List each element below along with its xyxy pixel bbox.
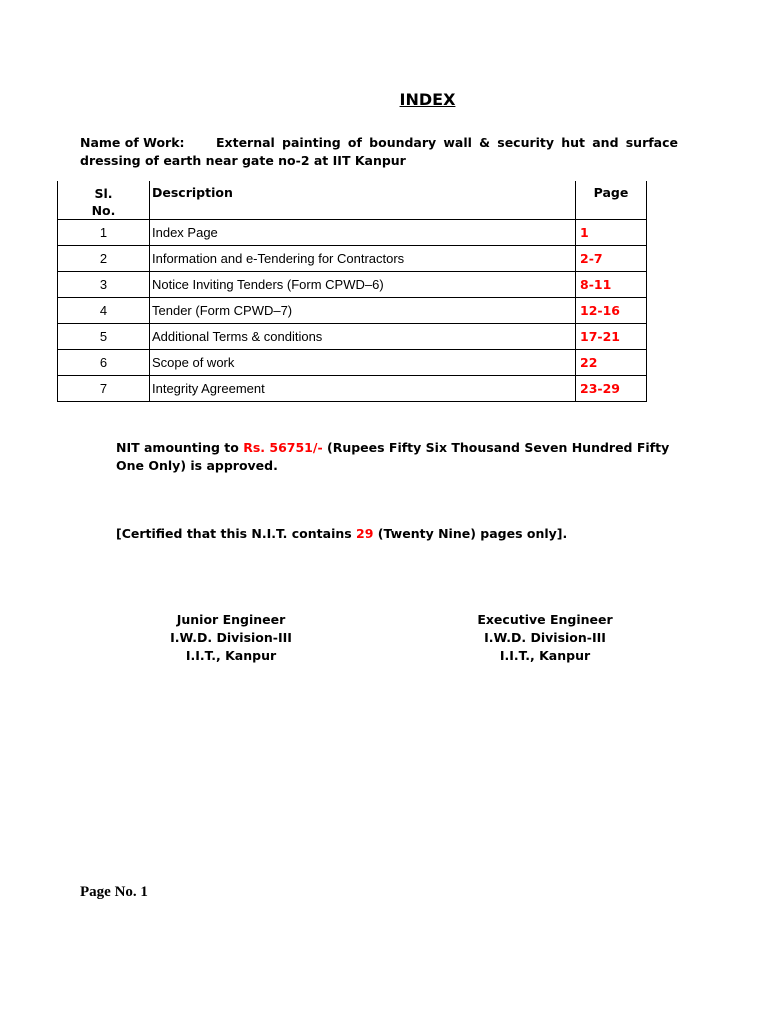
nit-prefix: NIT amounting to — [116, 440, 244, 455]
table-header-row — [58, 181, 647, 220]
row-description — [150, 246, 576, 272]
row-sl-value: 5 — [99, 329, 108, 344]
nit-suffix: (Rupees Fifty Six Thousand Seven Hundred Fifty One Only) is approved. — [116, 440, 670, 473]
row-description — [150, 272, 576, 298]
row-sl — [58, 272, 150, 298]
name-of-work-label: Name of Work: — [80, 135, 185, 150]
signatory-junior-engineer — [131, 611, 331, 665]
row-sl-value: 3 — [99, 277, 108, 292]
row-sl — [58, 298, 150, 324]
row-page-value: 8-11 — [580, 277, 612, 292]
table-row — [58, 272, 647, 298]
row-sl-value: 7 — [99, 381, 108, 396]
row-description-text: Additional Terms & conditions — [152, 329, 323, 344]
row-description-text: Tender (Form CPWD–7) — [152, 303, 293, 318]
signatory-institute: I.I.T., Kanpur — [499, 648, 591, 663]
signatory-division: I.W.D. Division-III — [170, 630, 292, 645]
row-description-text: Notice Inviting Tenders (Form CPWD–6) — [152, 277, 384, 292]
row-page-value: 1 — [580, 225, 589, 240]
certification-statement — [116, 526, 567, 541]
row-page — [576, 220, 647, 246]
row-page — [576, 246, 647, 272]
row-description-text: Information and e-Tendering for Contractors — [152, 251, 405, 266]
header-page — [576, 181, 647, 220]
row-description — [150, 298, 576, 324]
header-sl-no — [58, 181, 150, 220]
row-sl — [58, 376, 150, 402]
index-table — [57, 181, 647, 402]
row-sl-value: 6 — [99, 355, 108, 370]
table-row — [58, 298, 647, 324]
header-description-label: Description — [152, 185, 233, 200]
row-description — [150, 324, 576, 350]
row-description-text: Index Page — [152, 225, 218, 240]
name-of-work — [80, 134, 678, 170]
row-sl — [58, 246, 150, 272]
header-sl-line1: Sl. — [94, 186, 113, 201]
row-description — [150, 350, 576, 376]
signatory-executive-engineer — [445, 611, 645, 665]
header-description — [150, 181, 576, 220]
row-sl — [58, 220, 150, 246]
signatory-designation: Junior Engineer — [176, 612, 286, 627]
nit-approval-statement — [116, 439, 676, 475]
cert-prefix: [Certified that this N.I.T. contains — [116, 526, 357, 541]
row-sl-value: 1 — [99, 225, 108, 240]
row-page-value: 12-16 — [580, 303, 620, 318]
table-row — [58, 220, 647, 246]
table-row — [58, 246, 647, 272]
row-description-text: Scope of work — [152, 355, 235, 370]
row-page — [576, 298, 647, 324]
signatory-designation: Executive Engineer — [477, 612, 613, 627]
row-page — [576, 272, 647, 298]
row-description-text: Integrity Agreement — [152, 381, 265, 396]
document-title: INDEX — [399, 90, 456, 109]
name-of-work-text: External painting of boundary wall & security hut and surface dressing of earth near gate no-2 at IIT Kanpur — [80, 135, 678, 168]
header-page-label: Page — [593, 185, 629, 200]
row-description — [150, 376, 576, 402]
row-sl — [58, 350, 150, 376]
table-row — [58, 376, 647, 402]
row-description — [150, 220, 576, 246]
row-page-value: 2-7 — [580, 251, 603, 266]
page-number: Page No. 1 — [80, 884, 148, 900]
signatory-division: I.W.D. Division-III — [484, 630, 606, 645]
row-page-value: 17-21 — [580, 329, 620, 344]
signatory-institute: I.I.T., Kanpur — [185, 648, 277, 663]
cert-suffix: (Twenty Nine) pages only]. — [373, 526, 568, 541]
row-sl-value: 2 — [99, 251, 108, 266]
row-page-value: 22 — [580, 355, 598, 370]
row-page — [576, 376, 647, 402]
nit-amount: Rs. 56751/- — [243, 440, 323, 455]
cert-page-count: 29 — [356, 526, 374, 541]
row-sl — [58, 324, 150, 350]
row-page — [576, 324, 647, 350]
row-sl-value: 4 — [99, 303, 108, 318]
row-page — [576, 350, 647, 376]
header-sl-line2: No. — [91, 203, 116, 218]
table-row — [58, 350, 647, 376]
table-row — [58, 324, 647, 350]
row-page-value: 23-29 — [580, 381, 620, 396]
